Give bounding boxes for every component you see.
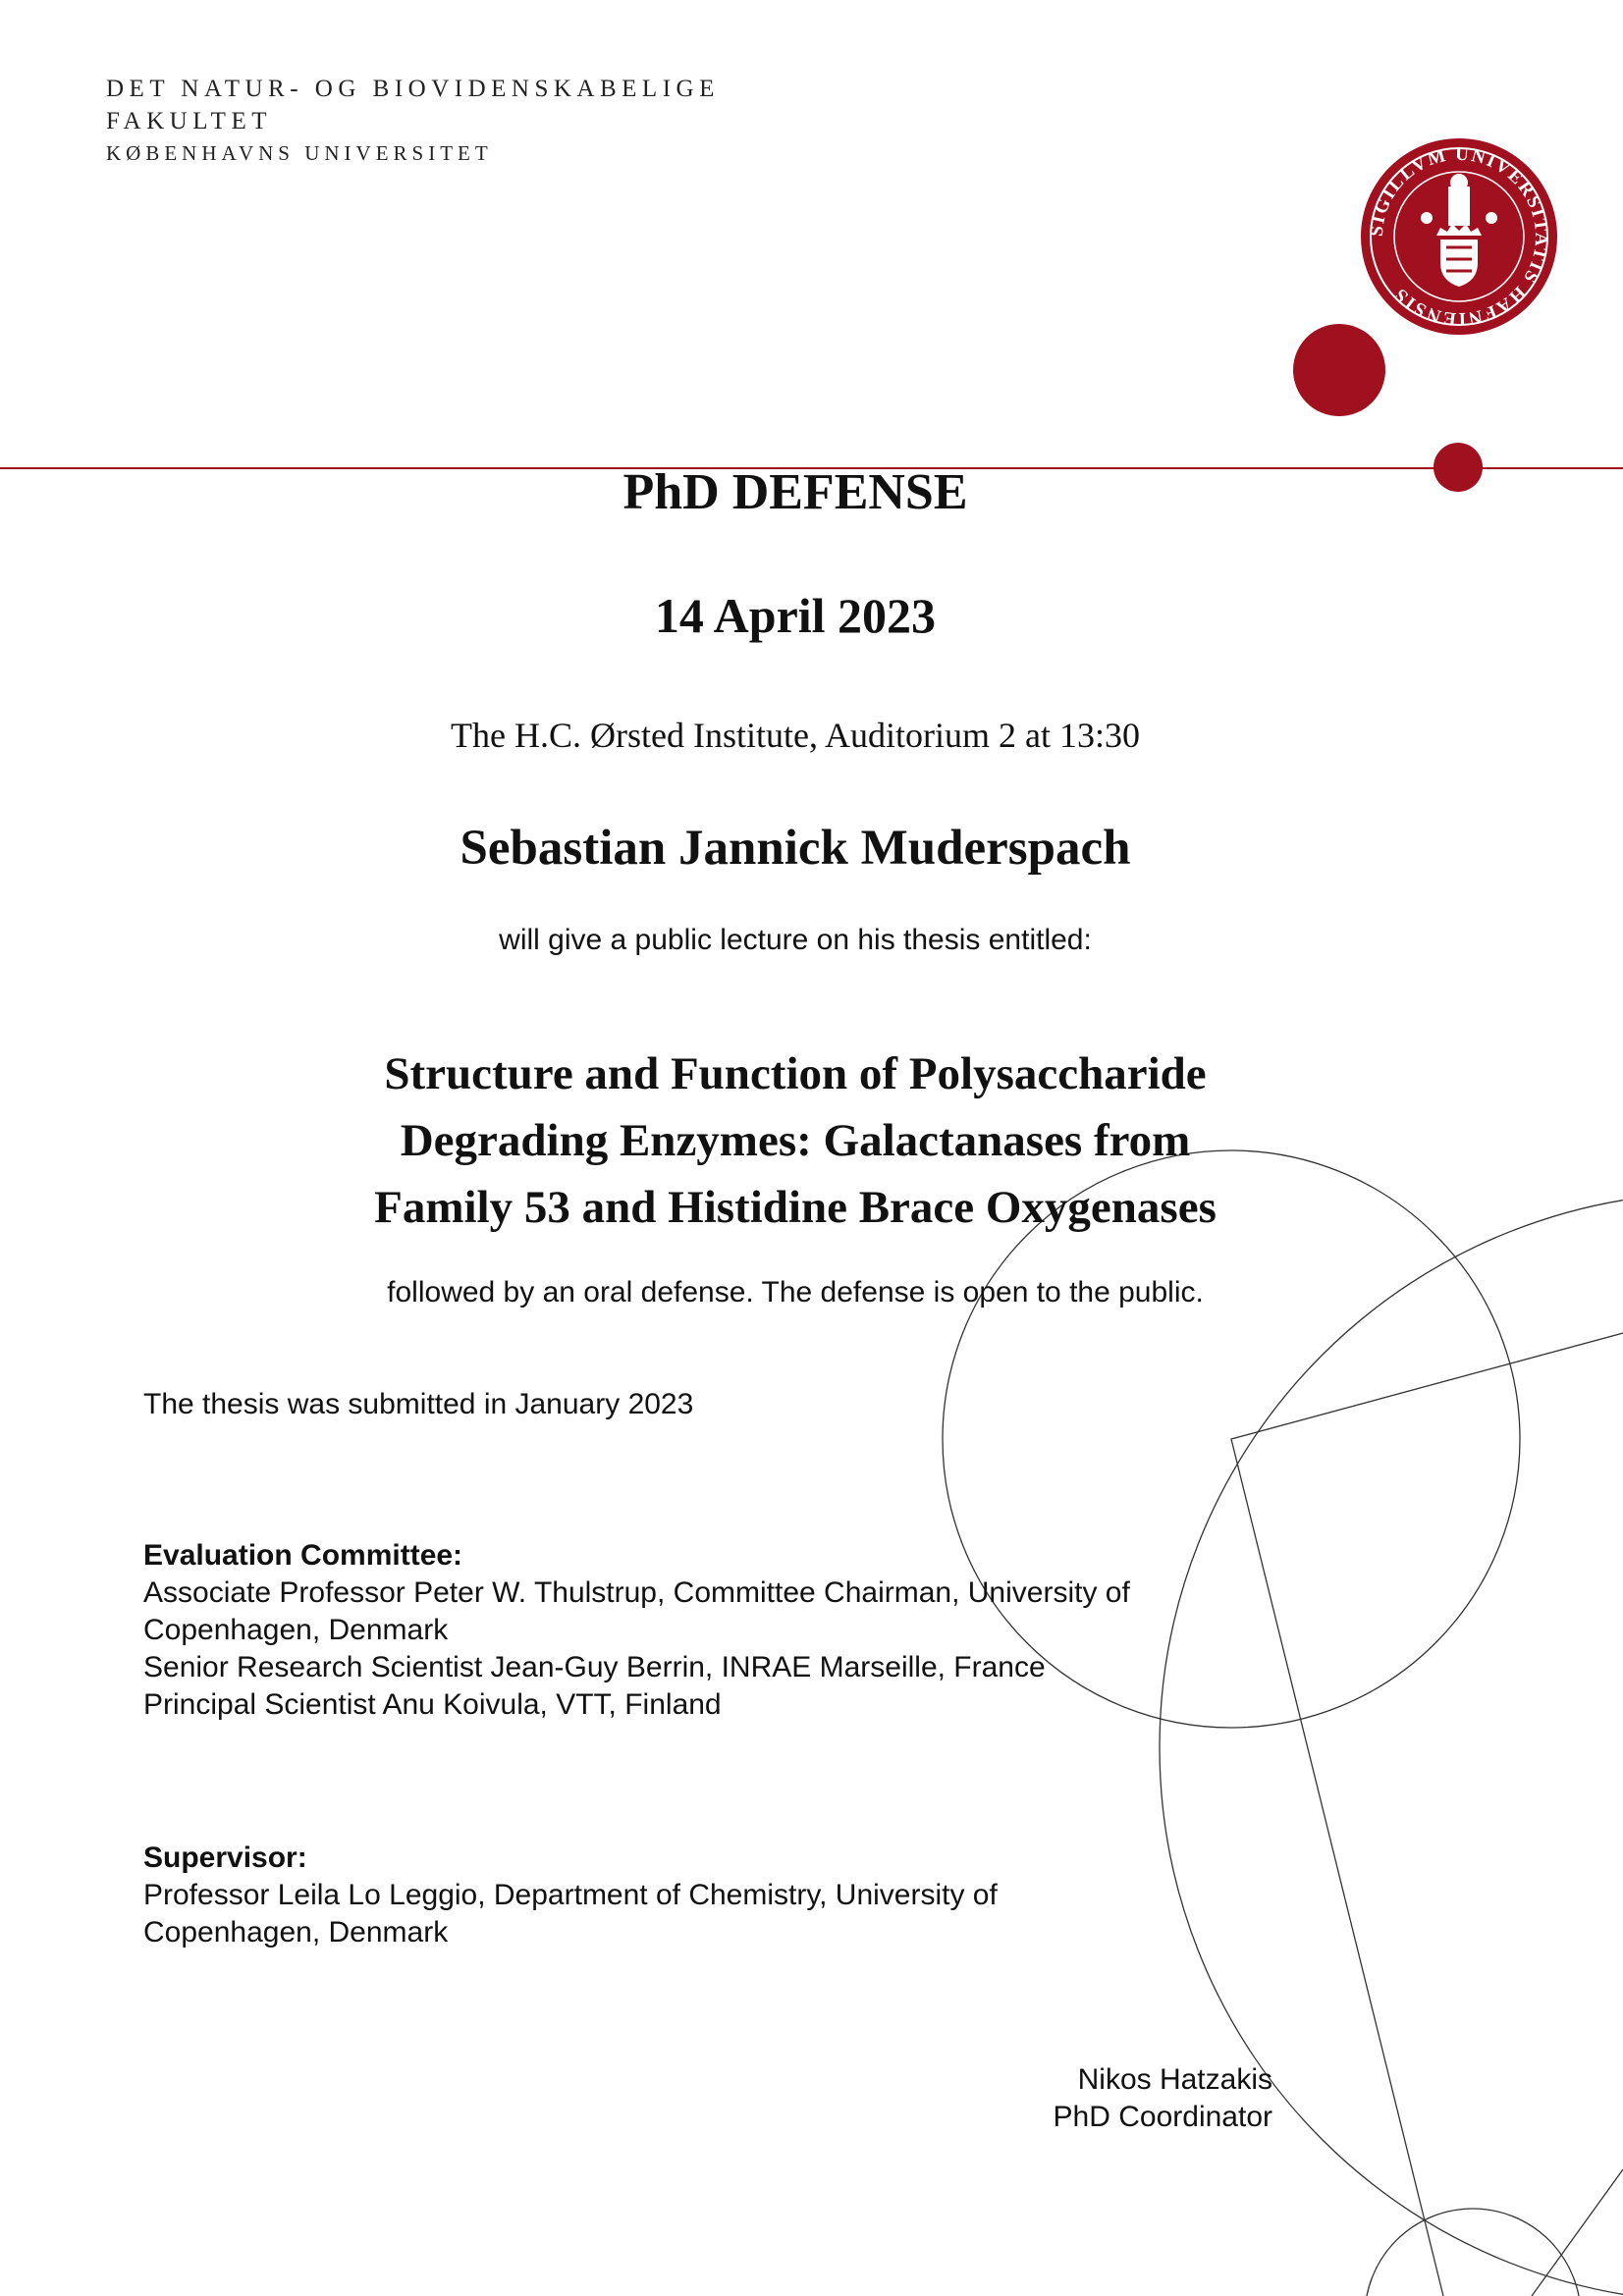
lecture-intro: will give a public lecture on his thesis entitled: [499, 924, 1092, 956]
committee-line: Copenhagen, Denmark [143, 1614, 449, 1646]
supervisor-line: Copenhagen, Denmark [143, 1916, 449, 1949]
defense-venue: The H.C. Ørsted Institute, Auditorium 2 at 13:30 [451, 716, 1140, 755]
supervisor-line: Professor Leila Lo Leggio, Department of Chemistry, University of [143, 1879, 998, 1911]
signature-block [962, 2061, 1272, 2136]
seal-text: SIGILLVM UNIVERSITATIS HAFNIENSIS [1366, 143, 1552, 330]
university-seal-icon [1360, 137, 1558, 336]
thesis-title-line: Degrading Enzymes: Galactanases from [400, 1115, 1191, 1166]
evaluation-committee [143, 1537, 1130, 1724]
faculty-line-1: DET NATUR- OG BIOVIDENSKABELIGE [106, 76, 720, 102]
thesis-title-line: Structure and Function of Polysaccharide [384, 1048, 1207, 1099]
defense-date: 14 April 2023 [654, 588, 937, 643]
committee-line: Associate Professor Peter W. Thulstrup, Committee Chairman, University of [143, 1576, 1130, 1609]
supervisor-heading: Supervisor: [143, 1842, 307, 1874]
thesis-title [0, 1041, 1591, 1241]
university-name: KØBENHAVNS UNIVERSITET [106, 141, 493, 165]
candidate-name: Sebastian Jannick Muderspach [460, 821, 1131, 876]
committee-heading: Evaluation Committee: [143, 1539, 463, 1572]
coordinator-role: PhD Coordinator [1053, 2101, 1272, 2133]
faculty-line-2: FAKULTET [106, 108, 272, 134]
large-red-dot [1293, 324, 1385, 416]
page-title: PhD DEFENSE [622, 464, 968, 520]
supervisor-section [143, 1840, 998, 1951]
defense-note: followed by an oral defense. The defense is open to the public. [387, 1276, 1204, 1308]
committee-line: Senior Research Scientist Jean-Guy Berrin, INRAE Marseille, France [143, 1651, 1046, 1683]
committee-line: Principal Scientist Anu Koivula, VTT, Finland [143, 1688, 722, 1721]
submission-note: The thesis was submitted in January 2023 [143, 1388, 694, 1420]
thesis-title-line: Family 53 and Histidine Brace Oxygenases [374, 1182, 1217, 1233]
coordinator-name: Nikos Hatzakis [1077, 2063, 1272, 2096]
